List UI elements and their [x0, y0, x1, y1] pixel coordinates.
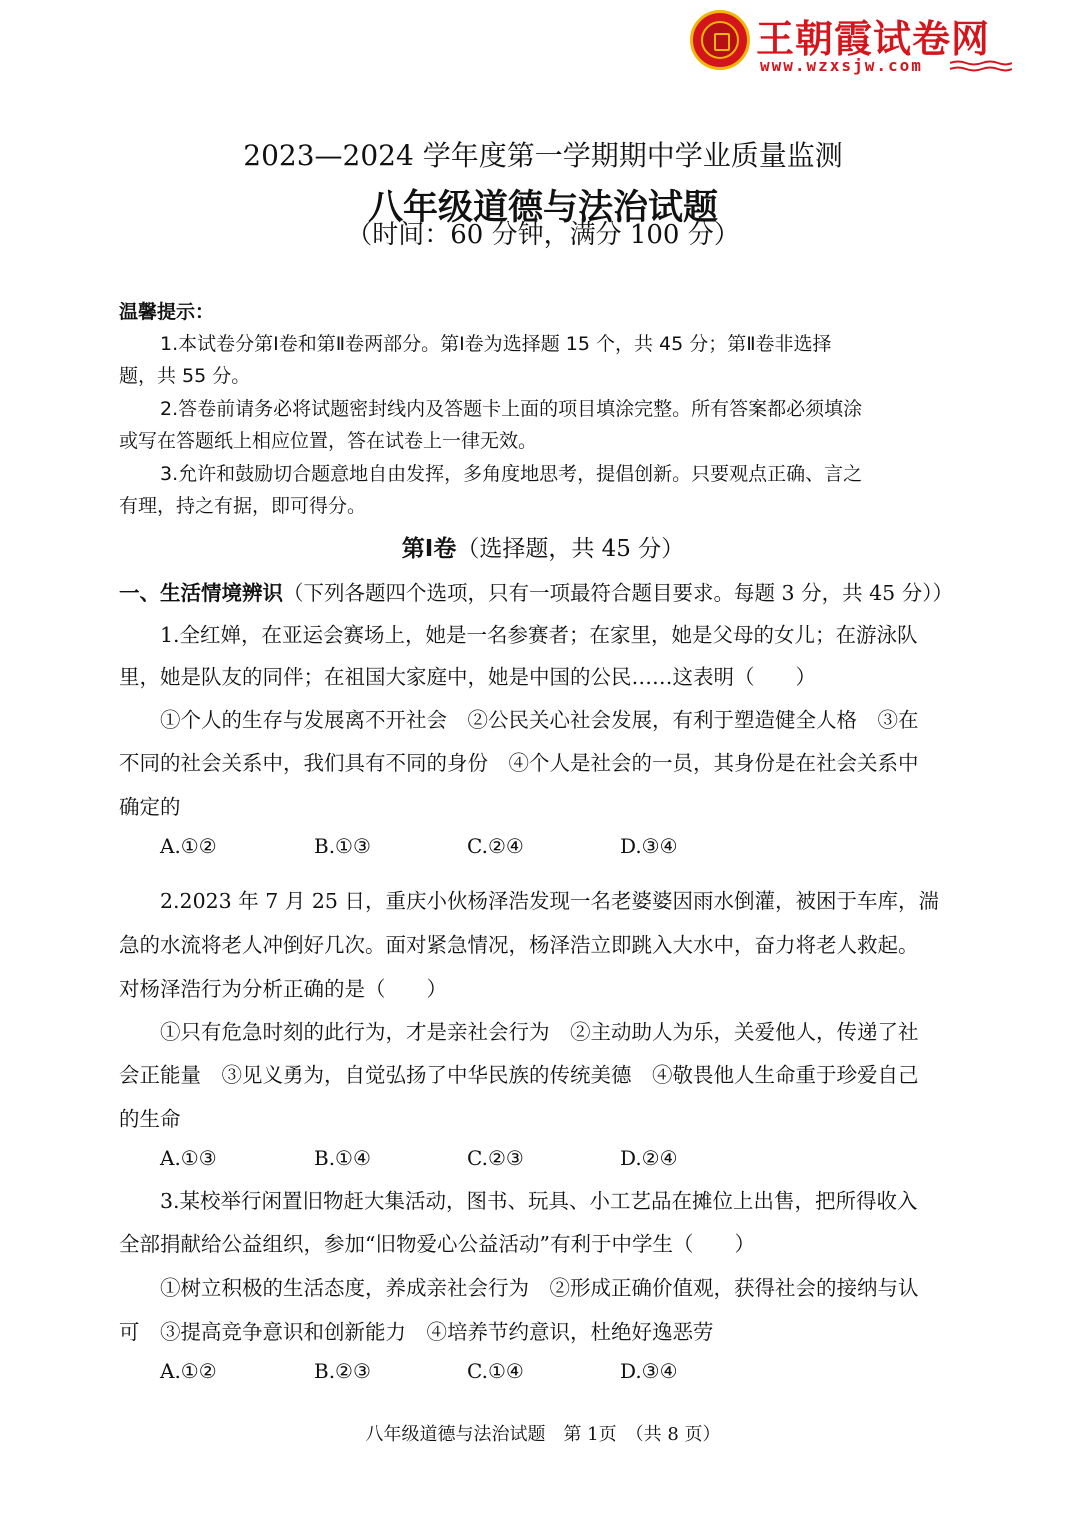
q3-line-3: ①树立积极的生活态度，养成亲社会行为 ②形成正确价值观，获得社会的接纳与认 — [160, 1276, 919, 1300]
q2-line-1: 2.2023 年 7 月 25 日，重庆小伙杨泽浩发现一名老婆婆因雨水倒灌，被困于车库，湍 — [160, 889, 939, 913]
tip-2-line-2: 或写在答题纸上相应位置，答在试卷上一律无效。 — [119, 430, 538, 452]
q3-option-b: B.②③ — [314, 1359, 371, 1383]
q2-line-2: 急的水流将老人冲倒好几次。面对紧急情况，杨泽浩立即跳入大水中，奋力将老人救起。 — [119, 933, 919, 957]
q3-option-d: D.③④ — [620, 1359, 678, 1383]
section-subtitle: （选择题，共 45 分） — [456, 536, 685, 562]
seal-icon — [690, 10, 750, 70]
q2-option-a: A.①③ — [160, 1146, 217, 1170]
logo-url: www.wzxsjw.com — [760, 56, 923, 75]
q1-line-4: 不同的社会关系中，我们具有不同的身份 ④个人是社会的一员，其身份是在社会关系中 — [119, 751, 919, 775]
q2-line-3: 对杨泽浩行为分析正确的是（ ） — [119, 977, 447, 1001]
site-logo — [690, 8, 1010, 76]
part1-label: 一、生活情境辨识 — [119, 581, 283, 605]
logo-name: 王朝霞试卷网 — [756, 17, 991, 61]
exam-subject-title: 八年级道德与法治试题 — [367, 188, 718, 228]
section-title: 第Ⅰ卷 — [401, 536, 457, 562]
wave-icon — [950, 60, 1012, 72]
tip-3-line-1: 3.允许和鼓励切合题意地自由发挥，多角度地思考，提倡创新。只要观点正确、言之 — [160, 463, 863, 485]
q1-option-c: C.②④ — [467, 834, 524, 858]
q3-line-1: 3.某校举行闲置旧物赶大集活动，图书、玩具、小工艺品在摊位上出售，把所得收入 — [160, 1189, 918, 1213]
q2-line-6: 的生命 — [119, 1107, 181, 1131]
q2-option-b: B.①④ — [314, 1146, 371, 1170]
q2-option-d: D.②④ — [620, 1146, 678, 1170]
q3-line-4: 可 ③提高竞争意识和创新能力 ④培养节约意识，杜绝好逸恶劳 — [119, 1320, 714, 1344]
tips-label: 温馨提示： — [119, 301, 215, 323]
q3-line-2: 全部捐献给公益组织，参加“旧物爱心公益活动”有利于中学生（ ） — [119, 1232, 755, 1256]
tip-1-line-1: 1.本试卷分第Ⅰ卷和第Ⅱ卷两部分。第Ⅰ卷为选择题 15 个，共 45 分；第Ⅱ卷非选择 — [160, 333, 832, 355]
tip-1-line-2: 题，共 55 分。 — [119, 365, 251, 387]
q1-line-3: ①个人的生存与发展离不开社会 ②公民关心社会发展，有利于塑造健全人格 ③在 — [160, 708, 919, 732]
exam-term-title: 2023—2024 学年度第一学期期中学业质量监测 — [243, 139, 843, 172]
q1-line-2: 里，她是队友的同伴；在祖国大家庭中，她是中国的公民……这表明（ ） — [119, 665, 816, 689]
q1-option-d: D.③④ — [620, 834, 678, 858]
section-heading — [0, 530, 1086, 563]
q1-option-b: B.①③ — [314, 834, 371, 858]
tip-2-line-1: 2.答卷前请务必将试题密封线内及答题卡上面的项目填涂完整。所有答案都必须填涂 — [160, 398, 863, 420]
q1-option-a: A.①② — [160, 834, 217, 858]
q1-line-5: 确定的 — [119, 795, 181, 819]
q3-option-c: C.①④ — [467, 1359, 524, 1383]
q3-option-a: A.①② — [160, 1359, 217, 1383]
part1-instruction: （下列各题四个选项，只有一项最符合题目要求。每题 3 分，共 45 分）） — [283, 581, 953, 605]
q2-line-5: 会正能量 ③见义勇为，自觉弘扬了中华民族的传统美德 ④敬畏他人生命重于珍爱自己 — [119, 1063, 919, 1087]
q2-line-4: ①只有危急时刻的此行为，才是亲社会行为 ②主动助人为乐，关爱他人，传递了社 — [160, 1020, 919, 1044]
part1-heading — [119, 576, 953, 606]
page-footer: 八年级道德与法治试题 第 1页 （共 8 页） — [365, 1424, 721, 1445]
q2-option-c: C.②③ — [467, 1146, 524, 1170]
q1-line-1: 1.全红婵，在亚运会赛场上，她是一名参赛者；在家里，她是父母的女儿；在游泳队 — [160, 623, 918, 647]
tip-3-line-2: 有理，持之有据，即可得分。 — [119, 495, 367, 517]
exam-time-info: （时间：60 分钟，满分 100 分） — [346, 220, 740, 250]
